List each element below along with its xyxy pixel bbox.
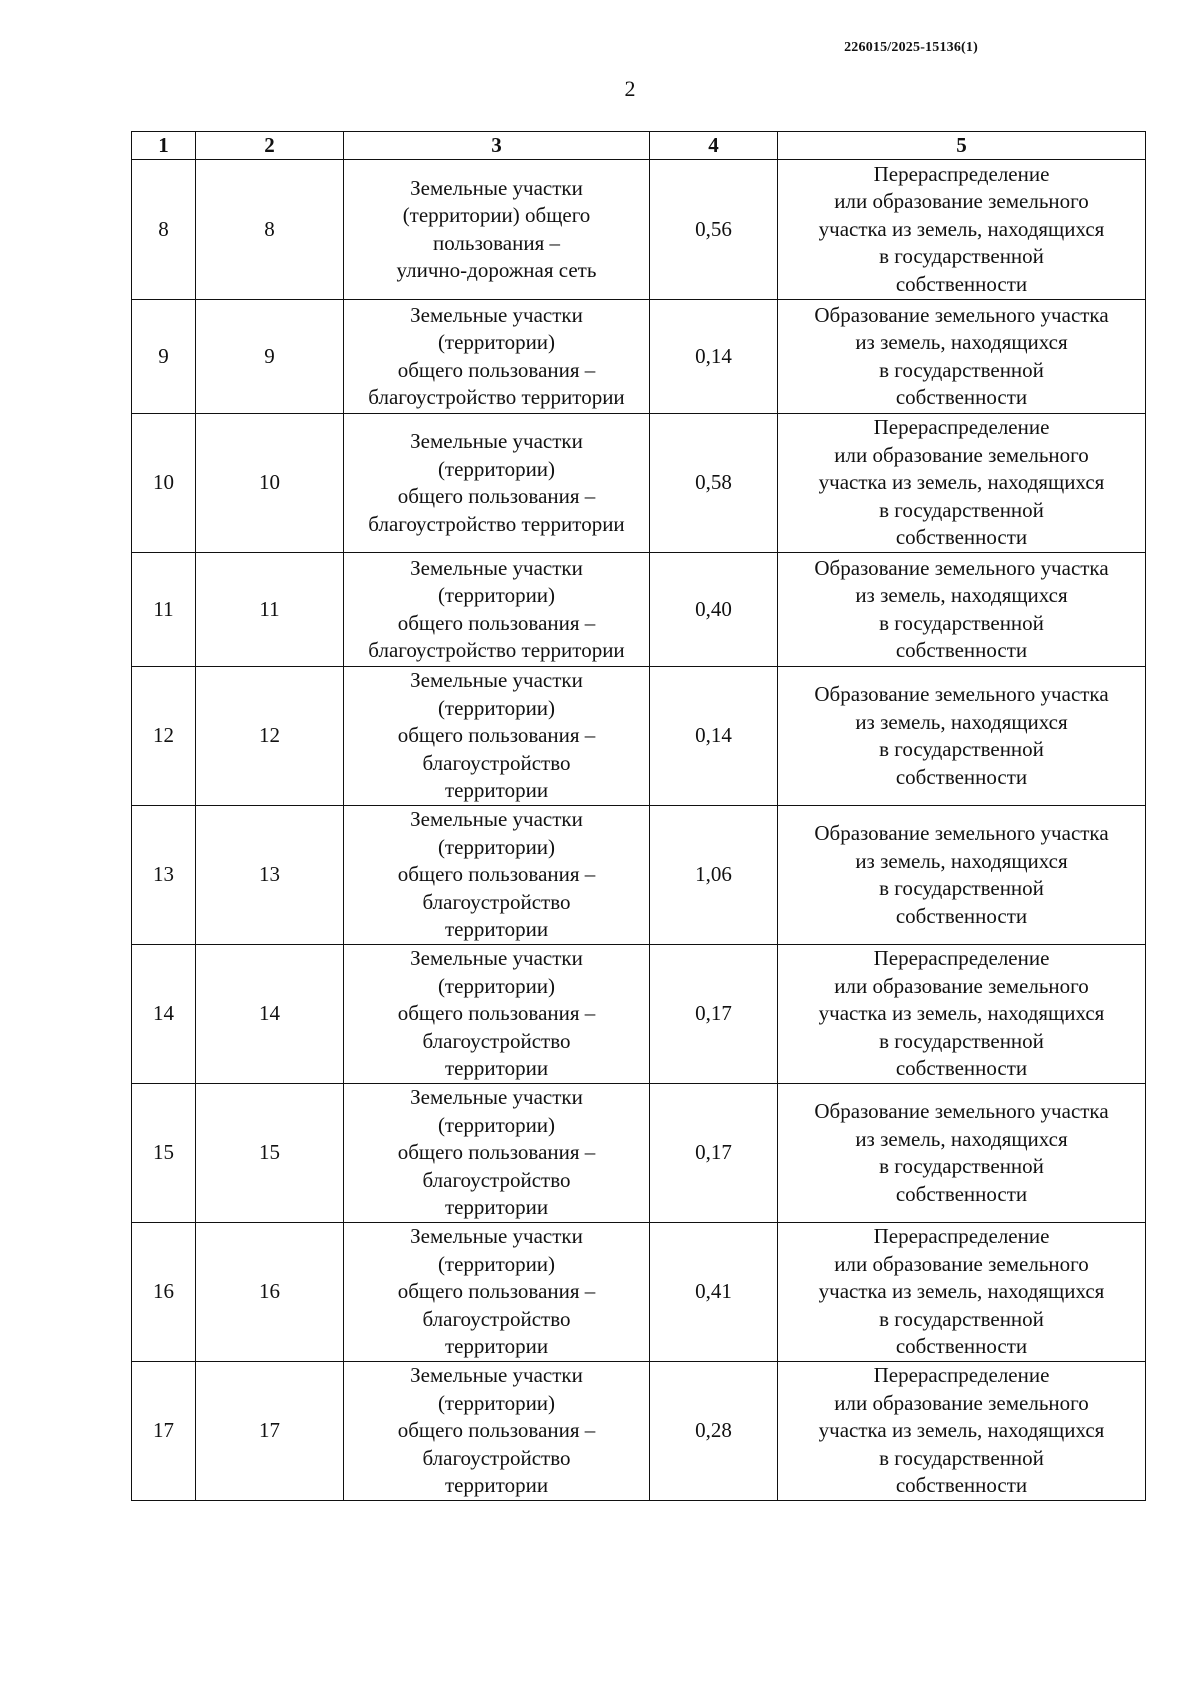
table-row: [132, 414, 1146, 553]
cell-formation-method: Образование земельного участка из земель, находящихся в государственной собственности: [778, 1084, 1146, 1223]
page-number: 2: [624, 76, 636, 101]
table-row: [132, 1362, 1146, 1501]
cell-plot-number: 12: [196, 667, 344, 806]
cell-area: 0,17: [650, 945, 778, 1084]
cell-formation-method: Образование земельного участка из земель, находящихся в государственной собственности: [778, 806, 1146, 945]
column-header-3: 3: [344, 132, 650, 160]
cell-plot-number: 17: [196, 1362, 344, 1501]
cell-number: 8: [132, 160, 196, 300]
cell-number: 9: [132, 300, 196, 414]
table-row: [132, 300, 1146, 414]
table-row: [132, 806, 1146, 945]
cell-area: 0,41: [650, 1223, 778, 1362]
cell-number: 13: [132, 806, 196, 945]
land-plots-table: [131, 131, 1146, 1501]
cell-plot-number: 16: [196, 1223, 344, 1362]
cell-plot-number: 15: [196, 1084, 344, 1223]
cell-number: 14: [132, 945, 196, 1084]
cell-area: 0,14: [650, 667, 778, 806]
column-header-4: 4: [650, 132, 778, 160]
cell-number: 12: [132, 667, 196, 806]
table-row: [132, 160, 1146, 300]
cell-plot-number: 13: [196, 806, 344, 945]
column-header-5: 5: [778, 132, 1146, 160]
cell-plot-number: 11: [196, 553, 344, 667]
table-header-row: [132, 132, 1146, 160]
cell-plot-type: Земельные участки (территории) общего пользования – благоустройство территории: [344, 945, 650, 1084]
cell-plot-type: Земельные участки (территории) общего пользования – улично-дорожная сеть: [344, 160, 650, 300]
cell-plot-type: Земельные участки (территории) общего пользования – благоустройство территории: [344, 414, 650, 553]
table-row: [132, 1084, 1146, 1223]
cell-formation-method: Образование земельного участка из земель, находящихся в государственной собственности: [778, 553, 1146, 667]
cell-plot-number: 9: [196, 300, 344, 414]
cell-formation-method: Перераспределение или образование земельного участка из земель, находящихся в государственной собственности: [778, 945, 1146, 1084]
column-header-2: 2: [196, 132, 344, 160]
cell-plot-type: Земельные участки (территории) общего пользования – благоустройство территории: [344, 1362, 650, 1501]
cell-area: 1,06: [650, 806, 778, 945]
cell-formation-method: Перераспределение или образование земельного участка из земель, находящихся в государственной собственности: [778, 1223, 1146, 1362]
cell-plot-type: Земельные участки (территории) общего пользования – благоустройство территории: [344, 553, 650, 667]
cell-plot-type: Земельные участки (территории) общего пользования – благоустройство территории: [344, 1084, 650, 1223]
document-number: 226015/2025-15136(1): [844, 40, 978, 55]
cell-number: 17: [132, 1362, 196, 1501]
cell-number: 16: [132, 1223, 196, 1362]
cell-formation-method: Образование земельного участка из земель, находящихся в государственной собственности: [778, 667, 1146, 806]
cell-number: 10: [132, 414, 196, 553]
cell-number: 15: [132, 1084, 196, 1223]
cell-plot-type: Земельные участки (территории) общего пользования – благоустройство территории: [344, 1223, 650, 1362]
cell-formation-method: Перераспределение или образование земельного участка из земель, находящихся в государственной собственности: [778, 1362, 1146, 1501]
table-row: [132, 667, 1146, 806]
cell-plot-type: Земельные участки (территории) общего пользования – благоустройство территории: [344, 806, 650, 945]
table-row: [132, 1223, 1146, 1362]
cell-plot-number: 14: [196, 945, 344, 1084]
cell-formation-method: Перераспределение или образование земельного участка из земель, находящихся в государственной собственности: [778, 160, 1146, 300]
cell-area: 0,58: [650, 414, 778, 553]
cell-plot-number: 10: [196, 414, 344, 553]
table-row: [132, 553, 1146, 667]
table-row: [132, 945, 1146, 1084]
cell-area: 0,14: [650, 300, 778, 414]
cell-plot-type: Земельные участки (территории) общего пользования – благоустройство территории: [344, 667, 650, 806]
cell-area: 0,56: [650, 160, 778, 300]
cell-formation-method: Образование земельного участка из земель, находящихся в государственной собственности: [778, 300, 1146, 414]
cell-area: 0,28: [650, 1362, 778, 1501]
column-header-1: 1: [132, 132, 196, 160]
cell-area: 0,40: [650, 553, 778, 667]
cell-plot-number: 8: [196, 160, 344, 300]
cell-formation-method: Перераспределение или образование земельного участка из земель, находящихся в государственной собственности: [778, 414, 1146, 553]
cell-number: 11: [132, 553, 196, 667]
cell-area: 0,17: [650, 1084, 778, 1223]
cell-plot-type: Земельные участки (территории) общего пользования – благоустройство территории: [344, 300, 650, 414]
